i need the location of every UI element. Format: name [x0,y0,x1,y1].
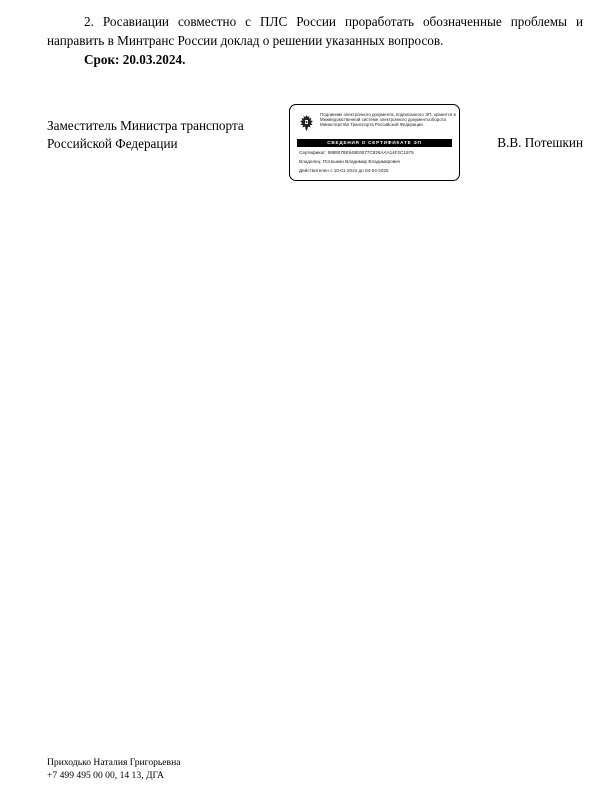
stamp-header: СВЕДЕНИЯ О СЕРТИФИКАТЕ ЭП [297,139,452,147]
signer-position [47,117,244,153]
signer-position-line-2: Российской Федерации [47,136,178,151]
executor-block [47,756,180,782]
stamp-note: Подлинник электронного документа, подписанного ЭП, хранится в Межведомственной системе электронного документооборота Министерства Транспорта Российской Федерации [320,112,456,127]
stamp-owner: Владелец: Потешкин Владимир Владимирович [299,159,401,164]
russian-eagle-emblem-icon [298,114,315,132]
deadline-text: Срок: 20.03.2024. [84,52,186,67]
executor-name: Приходько Наталия Григорьевна [47,757,181,768]
paragraph-text: Росавиации совместно с ПЛС России проработать обозначенные проблемы и направить в Минтранс России доклад о решении указанных вопросов. [47,14,584,48]
paragraph-number: 2. [84,14,94,29]
paragraph-item-2 [47,12,583,50]
stamp-certificate: Сертификат: 5988078E946E6577C826AAA14F2C1675 [299,150,414,155]
executor-phone: +7 499 495 00 00, 14 13, ДГА [47,770,164,781]
stamp-validity: Действителен с 10-01-2024 до 04-04-2025 [299,168,389,173]
e-signature-stamp [289,104,460,181]
signer-name: В.В. Потешкин [497,135,583,150]
signer-position-line-1: Заместитель Министра транспорта [47,118,244,133]
